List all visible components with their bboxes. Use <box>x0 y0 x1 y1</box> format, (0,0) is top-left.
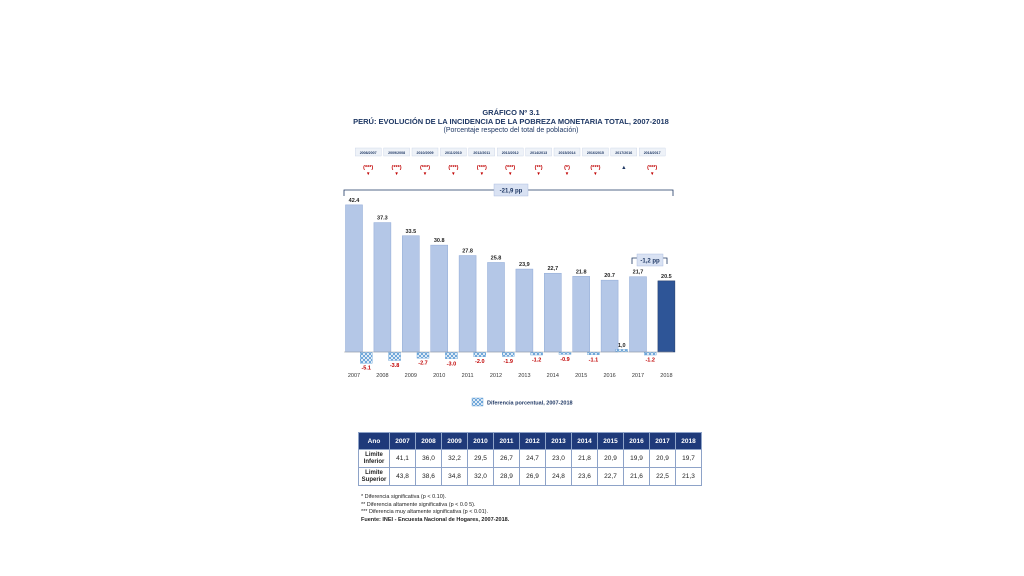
x-tick-label: 2008 <box>376 373 389 379</box>
down-arrow-icon: ▼ <box>451 171 456 176</box>
bar-value-label: 20.5 <box>661 273 672 280</box>
bar-value-label: 21.8 <box>575 269 587 276</box>
legend-swatch <box>472 398 483 406</box>
table-header-year: 2015 <box>598 433 624 450</box>
table-row <box>359 450 702 468</box>
significance-marker: ▲ <box>621 165 627 171</box>
table-cell: 22,5 <box>650 468 676 486</box>
table-cell: 26,9 <box>520 468 546 486</box>
row-label-line: Inferior <box>363 458 385 465</box>
table-cell: 22,7 <box>598 468 624 486</box>
table-header-year: 2014 <box>572 433 598 450</box>
poverty-bar <box>374 223 391 352</box>
bar-value-label: 21,7 <box>632 269 644 276</box>
difference-bar <box>474 353 486 357</box>
x-tick-label: 2018 <box>660 373 673 379</box>
table-cell: 19,9 <box>624 450 650 468</box>
comparison-label: 2017/2016 <box>615 151 633 155</box>
footnote: *** Diferencia muy altamente significativa (p < 0.01). <box>361 509 489 515</box>
down-arrow-icon: ▼ <box>593 171 598 176</box>
difference-value-label: -0.9 <box>560 356 570 363</box>
table-header-year-label: Ano <box>359 433 390 450</box>
comparison-label: 2016/2015 <box>586 151 604 155</box>
bar-value-label: 37.3 <box>377 215 388 222</box>
table-header-year: 2013 <box>546 433 572 450</box>
table-cell: 21,8 <box>572 450 598 468</box>
comparison-label: 2010/2009 <box>416 151 434 155</box>
down-arrow-icon: ▼ <box>507 171 513 176</box>
down-arrow-icon: ▼ <box>365 171 371 176</box>
comparison-label: 2009/2008 <box>388 151 406 155</box>
difference-value-label: -1.9 <box>503 358 513 365</box>
difference-bar <box>644 353 656 356</box>
table-row <box>359 468 702 486</box>
table-cell: 32,0 <box>468 468 494 486</box>
table-cell: 36,0 <box>416 450 442 468</box>
last-change-label: -1,2 pp <box>640 258 660 265</box>
down-arrow-icon: ▼ <box>536 171 541 176</box>
poverty-bar <box>630 277 647 352</box>
x-tick-label: 2015 <box>575 373 588 379</box>
down-arrow-icon: ▼ <box>479 171 485 176</box>
comparison-label: 2008/2007 <box>359 151 377 155</box>
table-header-year: 2008 <box>416 433 442 450</box>
significance-marker: (***) <box>590 165 601 171</box>
chart-subtitle: (Porcentaje respecto del total de población) <box>443 127 579 134</box>
significance-marker: (***) <box>647 165 658 171</box>
poverty-bar <box>573 276 590 352</box>
down-arrow-icon: ▼ <box>649 171 655 176</box>
significance-marker: (***) <box>419 165 431 171</box>
x-tick-label: 2013 <box>518 373 531 379</box>
significance-marker: (***) <box>391 165 402 171</box>
x-tick-label: 2012 <box>489 373 503 379</box>
x-tick-label: 2009 <box>404 373 417 379</box>
table-cell: 20,9 <box>598 450 624 468</box>
comparison-label: 2011/2010 <box>445 151 462 155</box>
table-header-year: 2009 <box>442 433 468 450</box>
difference-bar <box>417 353 429 359</box>
row-label-line: Limite <box>365 469 383 476</box>
x-tick-label: 2010 <box>433 373 446 379</box>
poverty-bar <box>488 262 505 352</box>
table-cell: 24,7 <box>520 450 546 468</box>
table-cell: 43,8 <box>390 468 416 486</box>
table-header-year: 2017 <box>650 433 676 450</box>
bar-value-label: 27.8 <box>462 248 473 255</box>
difference-value-label: -2.0 <box>475 359 485 366</box>
poverty-bar <box>346 205 363 352</box>
difference-value-label: 1,0 <box>617 342 626 349</box>
row-label-line: Superior <box>361 476 387 483</box>
row-label-line: Limite <box>365 451 383 458</box>
table-cell: 23,0 <box>546 450 572 468</box>
chart-title-number: GRÁFICO Nº 3.1 <box>482 108 540 117</box>
table-cell: 23,6 <box>572 468 598 486</box>
table-header-year: 2010 <box>468 433 494 450</box>
comparison-label: 2015/2014 <box>558 151 576 155</box>
difference-value-label: -3.8 <box>389 362 400 369</box>
x-tick-label: 2007 <box>347 373 361 379</box>
table-cell: 38,6 <box>416 468 442 486</box>
x-tick-label: 2016 <box>603 373 616 379</box>
chart-title: PERÚ: EVOLUCIÓN DE LA INCIDENCIA DE LA POBREZA MONETARIA TOTAL, 2007-2018 <box>353 117 669 126</box>
poverty-bar <box>601 280 618 352</box>
difference-value-label: -3.0 <box>446 361 457 368</box>
bar-value-label: 22,7 <box>547 266 559 273</box>
bar-value-label: 20.7 <box>604 273 615 280</box>
significance-marker: (**) <box>534 165 543 171</box>
poverty-bar <box>402 236 419 352</box>
difference-bar <box>360 353 372 364</box>
difference-bar <box>587 353 599 355</box>
table-cell: 26,7 <box>494 450 520 468</box>
comparison-label: 2013/2012 <box>501 151 519 155</box>
difference-value-label: -1.2 <box>531 357 542 364</box>
difference-value-label: -2.7 <box>418 360 428 367</box>
table-cell: 41,1 <box>390 450 416 468</box>
comparison-label: 2012/2011 <box>473 151 491 155</box>
significance-marker: (***) <box>363 165 374 171</box>
table-header-year: 2016 <box>624 433 650 450</box>
table-cell: 34,8 <box>442 468 468 486</box>
poverty-bar <box>431 245 448 352</box>
down-arrow-icon: ▼ <box>394 171 399 176</box>
down-arrow-icon: ▼ <box>422 171 428 176</box>
difference-bar <box>616 349 628 351</box>
x-tick-label: 2017 <box>631 373 645 379</box>
table-header-year: 2007 <box>390 433 416 450</box>
bar-value-label: 30.8 <box>433 238 445 245</box>
significance-marker: (***) <box>476 165 487 171</box>
difference-value-label: -1.2 <box>645 357 655 364</box>
table-cell: 21,3 <box>676 468 702 486</box>
footnote: * Diferencia significativa (p < 0.10). <box>361 494 447 500</box>
table-cell: 19,7 <box>676 450 702 468</box>
bar-value-label: 42.4 <box>348 197 360 204</box>
source-note: Fuente: INEI - Encuesta Nacional de Hogares, 2007-2018. <box>361 516 510 523</box>
down-arrow-icon: ▼ <box>564 171 570 176</box>
difference-bar <box>559 353 571 355</box>
table-cell: 28,9 <box>494 468 520 486</box>
table-cell: 24,8 <box>546 468 572 486</box>
bar-value-label: 23,9 <box>519 262 530 269</box>
bar-value-label: 25.8 <box>490 255 502 262</box>
comparison-label: 2018/2017 <box>643 151 661 155</box>
difference-bar <box>531 353 543 356</box>
difference-bar <box>445 353 457 359</box>
poverty-bar <box>544 273 561 352</box>
poverty-bar <box>516 269 533 352</box>
table-header-year: 2012 <box>520 433 546 450</box>
table-header-row <box>359 433 702 450</box>
table-cell: 20,9 <box>650 450 676 468</box>
significance-marker: (***) <box>448 165 459 171</box>
poverty-bar <box>459 256 476 352</box>
difference-value-label: -5.1 <box>361 365 371 372</box>
significance-marker: (*) <box>564 165 570 171</box>
comparison-label: 2014/2013 <box>530 151 548 155</box>
difference-bar <box>389 353 401 361</box>
table-cell: 29,5 <box>468 450 494 468</box>
total-change-label: -21,9 pp <box>499 188 523 195</box>
table-cell: 21,6 <box>624 468 650 486</box>
difference-value-label: -1.1 <box>588 357 599 364</box>
footnotes <box>361 494 509 524</box>
x-tick-label: 2011 <box>461 373 474 379</box>
table-header-year: 2018 <box>676 433 702 450</box>
table-header-year: 2011 <box>494 433 520 450</box>
confidence-interval-table <box>358 432 702 486</box>
bar-value-label: 33.5 <box>405 228 417 235</box>
x-tick-label: 2014 <box>546 373 559 379</box>
row-label <box>359 468 390 486</box>
significance-marker: (***) <box>505 165 516 171</box>
footnote: ** Diferencia altamente significativa (p < 0.0 5). <box>361 501 476 508</box>
row-label <box>359 450 390 468</box>
table-cell: 32,2 <box>442 450 468 468</box>
poverty-bar <box>658 281 675 352</box>
difference-bar <box>502 353 514 357</box>
legend-label: Diferencia porcentual, 2007-2018 <box>487 400 573 407</box>
